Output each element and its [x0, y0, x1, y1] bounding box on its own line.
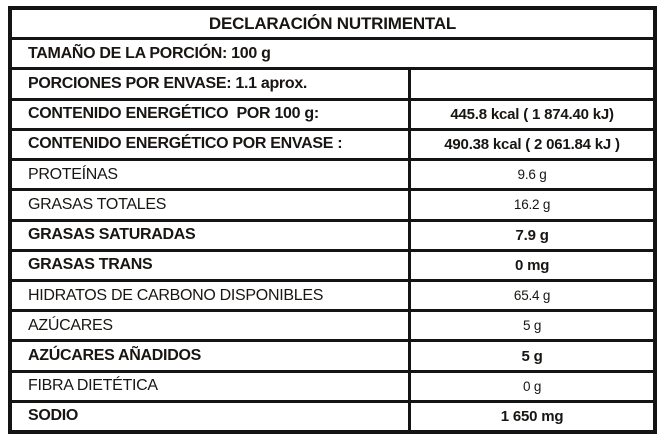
row-label: PROTEÍNAS — [28, 165, 118, 183]
row-value — [408, 70, 653, 97]
table-row-energy-per-100g — [12, 98, 653, 128]
row-value: 490.38 kcal ( 2 061.84 kJ ) — [408, 131, 653, 158]
row-label: CONTENIDO ENERGÉTICO POR ENVASE : — [28, 135, 343, 153]
table-row-carbohydrates — [12, 279, 653, 309]
row-label: AZÚCARES AÑADIDOS — [28, 347, 201, 365]
row-label: SODIO — [28, 407, 79, 425]
table-row-dietary-fiber — [12, 370, 653, 400]
row-value: 5 g — [408, 342, 653, 369]
row-value: 16.2 g — [408, 191, 653, 218]
row-label: GRASAS SATURADAS — [28, 226, 196, 244]
row-label: HIDRATOS DE CARBONO DISPONIBLES — [28, 286, 324, 304]
row-value: 65.4 g — [408, 282, 653, 309]
table-header-row — [12, 10, 653, 37]
row-label: GRASAS TRANS — [28, 256, 153, 274]
row-label: AZÚCARES — [28, 316, 113, 334]
row-label: TAMAÑO DE LA PORCIÓN: 100 g — [28, 44, 271, 62]
table-row-total-fat — [12, 188, 653, 218]
table-row-sodium — [12, 400, 653, 430]
table-row-sugars — [12, 309, 653, 339]
table-row-added-sugars — [12, 339, 653, 369]
row-value: 7.9 g — [408, 222, 653, 249]
table-row-energy-per-container — [12, 128, 653, 158]
table-row-serving-size — [12, 37, 653, 67]
table-row-trans-fat — [12, 249, 653, 279]
row-value: 0 mg — [408, 252, 653, 279]
row-label: CONTENIDO ENERGÉTICO POR 100 g: — [28, 105, 319, 123]
row-value: 0 g — [408, 373, 653, 400]
table-row-protein — [12, 158, 653, 188]
table-title: DECLARACIÓN NUTRIMENTAL — [208, 13, 457, 33]
table-row-saturated-fat — [12, 219, 653, 249]
row-value: 5 g — [408, 312, 653, 339]
row-label: GRASAS TOTALES — [28, 195, 167, 213]
table-row-servings-per-container — [12, 67, 653, 97]
row-value: 1 650 mg — [408, 403, 653, 430]
row-label: PORCIONES POR ENVASE: 1.1 aprox. — [28, 75, 308, 93]
row-value: 445.8 kcal ( 1 874.40 kJ) — [408, 101, 653, 128]
row-label: FIBRA DIETÉTICA — [28, 377, 158, 395]
nutrition-table — [8, 6, 657, 434]
row-value: 9.6 g — [408, 161, 653, 188]
